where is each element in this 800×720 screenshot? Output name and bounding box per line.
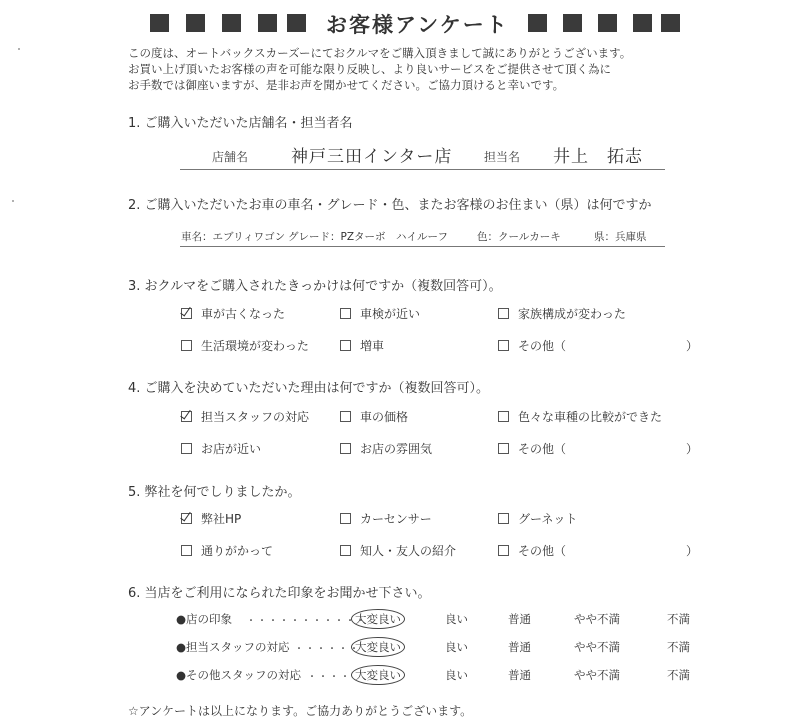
checkbox-icon[interactable] [498, 513, 509, 524]
q5-option[interactable]: カーセンサー [340, 510, 432, 527]
rating-dissatisfied[interactable]: 不満 [667, 640, 690, 654]
rating-good[interactable]: 良い [445, 668, 468, 682]
checkbox-icon[interactable] [498, 308, 509, 319]
checked-checkbox-icon[interactable] [181, 513, 192, 524]
rating-slightly-dissatisfied[interactable]: やや不満 [574, 612, 620, 626]
rating-dissatisfied[interactable]: 不満 [667, 668, 690, 682]
scan-speck [12, 200, 14, 202]
decorative-square-icon [186, 14, 205, 32]
rating-great-selected[interactable]: 大変良い [351, 609, 405, 629]
scan-speck [18, 48, 20, 50]
q4-option[interactable]: 車の価格 [340, 408, 408, 425]
decorative-square-icon [633, 14, 652, 32]
impression-row-label: ●担当スタッフの対応 [176, 640, 290, 654]
checkbox-icon[interactable] [498, 443, 509, 454]
checkbox-icon[interactable] [498, 411, 509, 422]
checked-checkbox-icon[interactable] [181, 411, 192, 422]
decorative-square-icon [258, 14, 277, 32]
title-row [0, 4, 800, 37]
close-paren: ） [686, 442, 699, 456]
rating-average[interactable]: 普通 [508, 640, 531, 654]
close-paren: ） [686, 339, 699, 353]
q3-option[interactable]: 家族構成が変わった [498, 305, 626, 322]
q2-underline [180, 246, 665, 247]
rating-dissatisfied[interactable]: 不満 [667, 612, 690, 626]
rating-great-selected[interactable]: 大変良い [351, 665, 405, 685]
rating-great-selected[interactable]: 大変良い [351, 637, 405, 657]
q4-option[interactable]: その他（ [498, 440, 566, 457]
question-4: 4. ご購入を決めていただいた理由は何ですか（複数回答可）。 [128, 381, 490, 396]
checked-checkbox-icon[interactable] [181, 308, 192, 319]
intro-line-2: お買い上げ頂いたお客様の声を可能な限り反映し、より良いサービスをご提供させて頂く為に [128, 62, 611, 76]
question-3: 3. おクルマをご購入されたきっかけは何ですか（複数回答可）。 [128, 279, 502, 294]
car-color[interactable]: 色：クールカーキ [477, 231, 561, 243]
decorative-square-icon [598, 14, 617, 32]
q4-option[interactable]: お店の雰囲気 [340, 440, 432, 457]
q1-underline [180, 169, 665, 170]
question-1: 1. ご購入いただいた店舗名・担当者名 [128, 116, 353, 131]
q3-option[interactable]: 車検が近い [340, 305, 420, 322]
q5-option[interactable]: グーネット [498, 510, 577, 527]
intro-line-3: お手数では御座いますが、是非お声を聞かせてください。ご協力頂けると幸いです。 [128, 78, 565, 92]
store-value[interactable]: 神戸三田インター店 [291, 147, 453, 167]
q4-option[interactable]: 色々な車種の比較ができた [498, 408, 662, 425]
question-5: 5. 弊社を何でしりましたか。 [128, 485, 301, 500]
car-grade[interactable]: グレード：PZターボ ハイルーフ [288, 231, 448, 243]
q4-option[interactable]: お店が近い [181, 440, 261, 457]
checkbox-icon[interactable] [498, 545, 509, 556]
q5-option[interactable]: 通りがかって [181, 542, 273, 559]
footer-thanks: ☆アンケートは以上になります。ご協力ありがとうございます。 [128, 704, 473, 718]
q3-option[interactable]: その他（ [498, 337, 566, 354]
q5-option[interactable]: 知人・友人の紹介 [340, 542, 456, 559]
intro-line-1: この度は、オートバックスカーズーにておクルマをご購入頂きまして誠にありがとうございます。 [128, 46, 632, 60]
checkbox-icon[interactable] [340, 513, 351, 524]
rating-slightly-dissatisfied[interactable]: やや不満 [574, 640, 620, 654]
staff-value[interactable]: 井上 拓志 [553, 147, 643, 167]
question-6: 6. 当店をご利用になられた印象をお聞かせ下さい。 [128, 586, 431, 601]
checkbox-icon[interactable] [181, 443, 192, 454]
question-2: 2. ご購入いただいたお車の車名・グレード・色、またお客様のお住まい（県）は何ですか [128, 198, 652, 213]
rating-slightly-dissatisfied[interactable]: やや不満 [574, 668, 620, 682]
q5-option[interactable]: その他（ [498, 542, 566, 559]
decorative-square-icon [287, 14, 306, 32]
checkbox-icon[interactable] [340, 443, 351, 454]
page-title: お客様アンケート [326, 13, 509, 37]
checkbox-icon[interactable] [340, 340, 351, 351]
decorative-square-icon [150, 14, 169, 32]
rating-good[interactable]: 良い [445, 640, 468, 654]
decorative-square-icon [222, 14, 241, 32]
rating-average[interactable]: 普通 [508, 668, 531, 682]
car-name[interactable]: 車名：エブリィワゴン [181, 231, 286, 243]
checkbox-icon[interactable] [340, 308, 351, 319]
checkbox-icon[interactable] [340, 545, 351, 556]
decorative-square-icon [528, 14, 547, 32]
impression-row-label: ●店の印象 [176, 612, 233, 626]
rating-average[interactable]: 普通 [508, 612, 531, 626]
prefecture[interactable]: 県：兵庫県 [594, 231, 647, 243]
checkbox-icon[interactable] [181, 545, 192, 556]
rating-good[interactable]: 良い [445, 612, 468, 626]
leader-dots: ・・・・・・・・・・・ [246, 616, 367, 627]
checkbox-icon[interactable] [340, 411, 351, 422]
leader-dots: ・・・・・・ [294, 644, 360, 655]
leader-dots: ・・・・ [307, 672, 351, 683]
decorative-square-icon [661, 14, 680, 32]
q4-option[interactable]: 担当スタッフの対応 [181, 408, 309, 425]
close-paren: ） [686, 544, 699, 558]
checkbox-icon[interactable] [498, 340, 509, 351]
q5-option[interactable]: 弊社HP [181, 510, 241, 527]
checkbox-icon[interactable] [181, 340, 192, 351]
decorative-square-icon [563, 14, 582, 32]
impression-row-label: ●その他スタッフの対応 [176, 668, 302, 682]
staff-label: 担当名 [484, 150, 521, 164]
q3-option[interactable]: 生活環境が変わった [181, 337, 309, 354]
store-label: 店舗名 [212, 150, 249, 164]
q3-option[interactable]: 増車 [340, 337, 384, 354]
q3-option[interactable]: 車が古くなった [181, 305, 285, 322]
